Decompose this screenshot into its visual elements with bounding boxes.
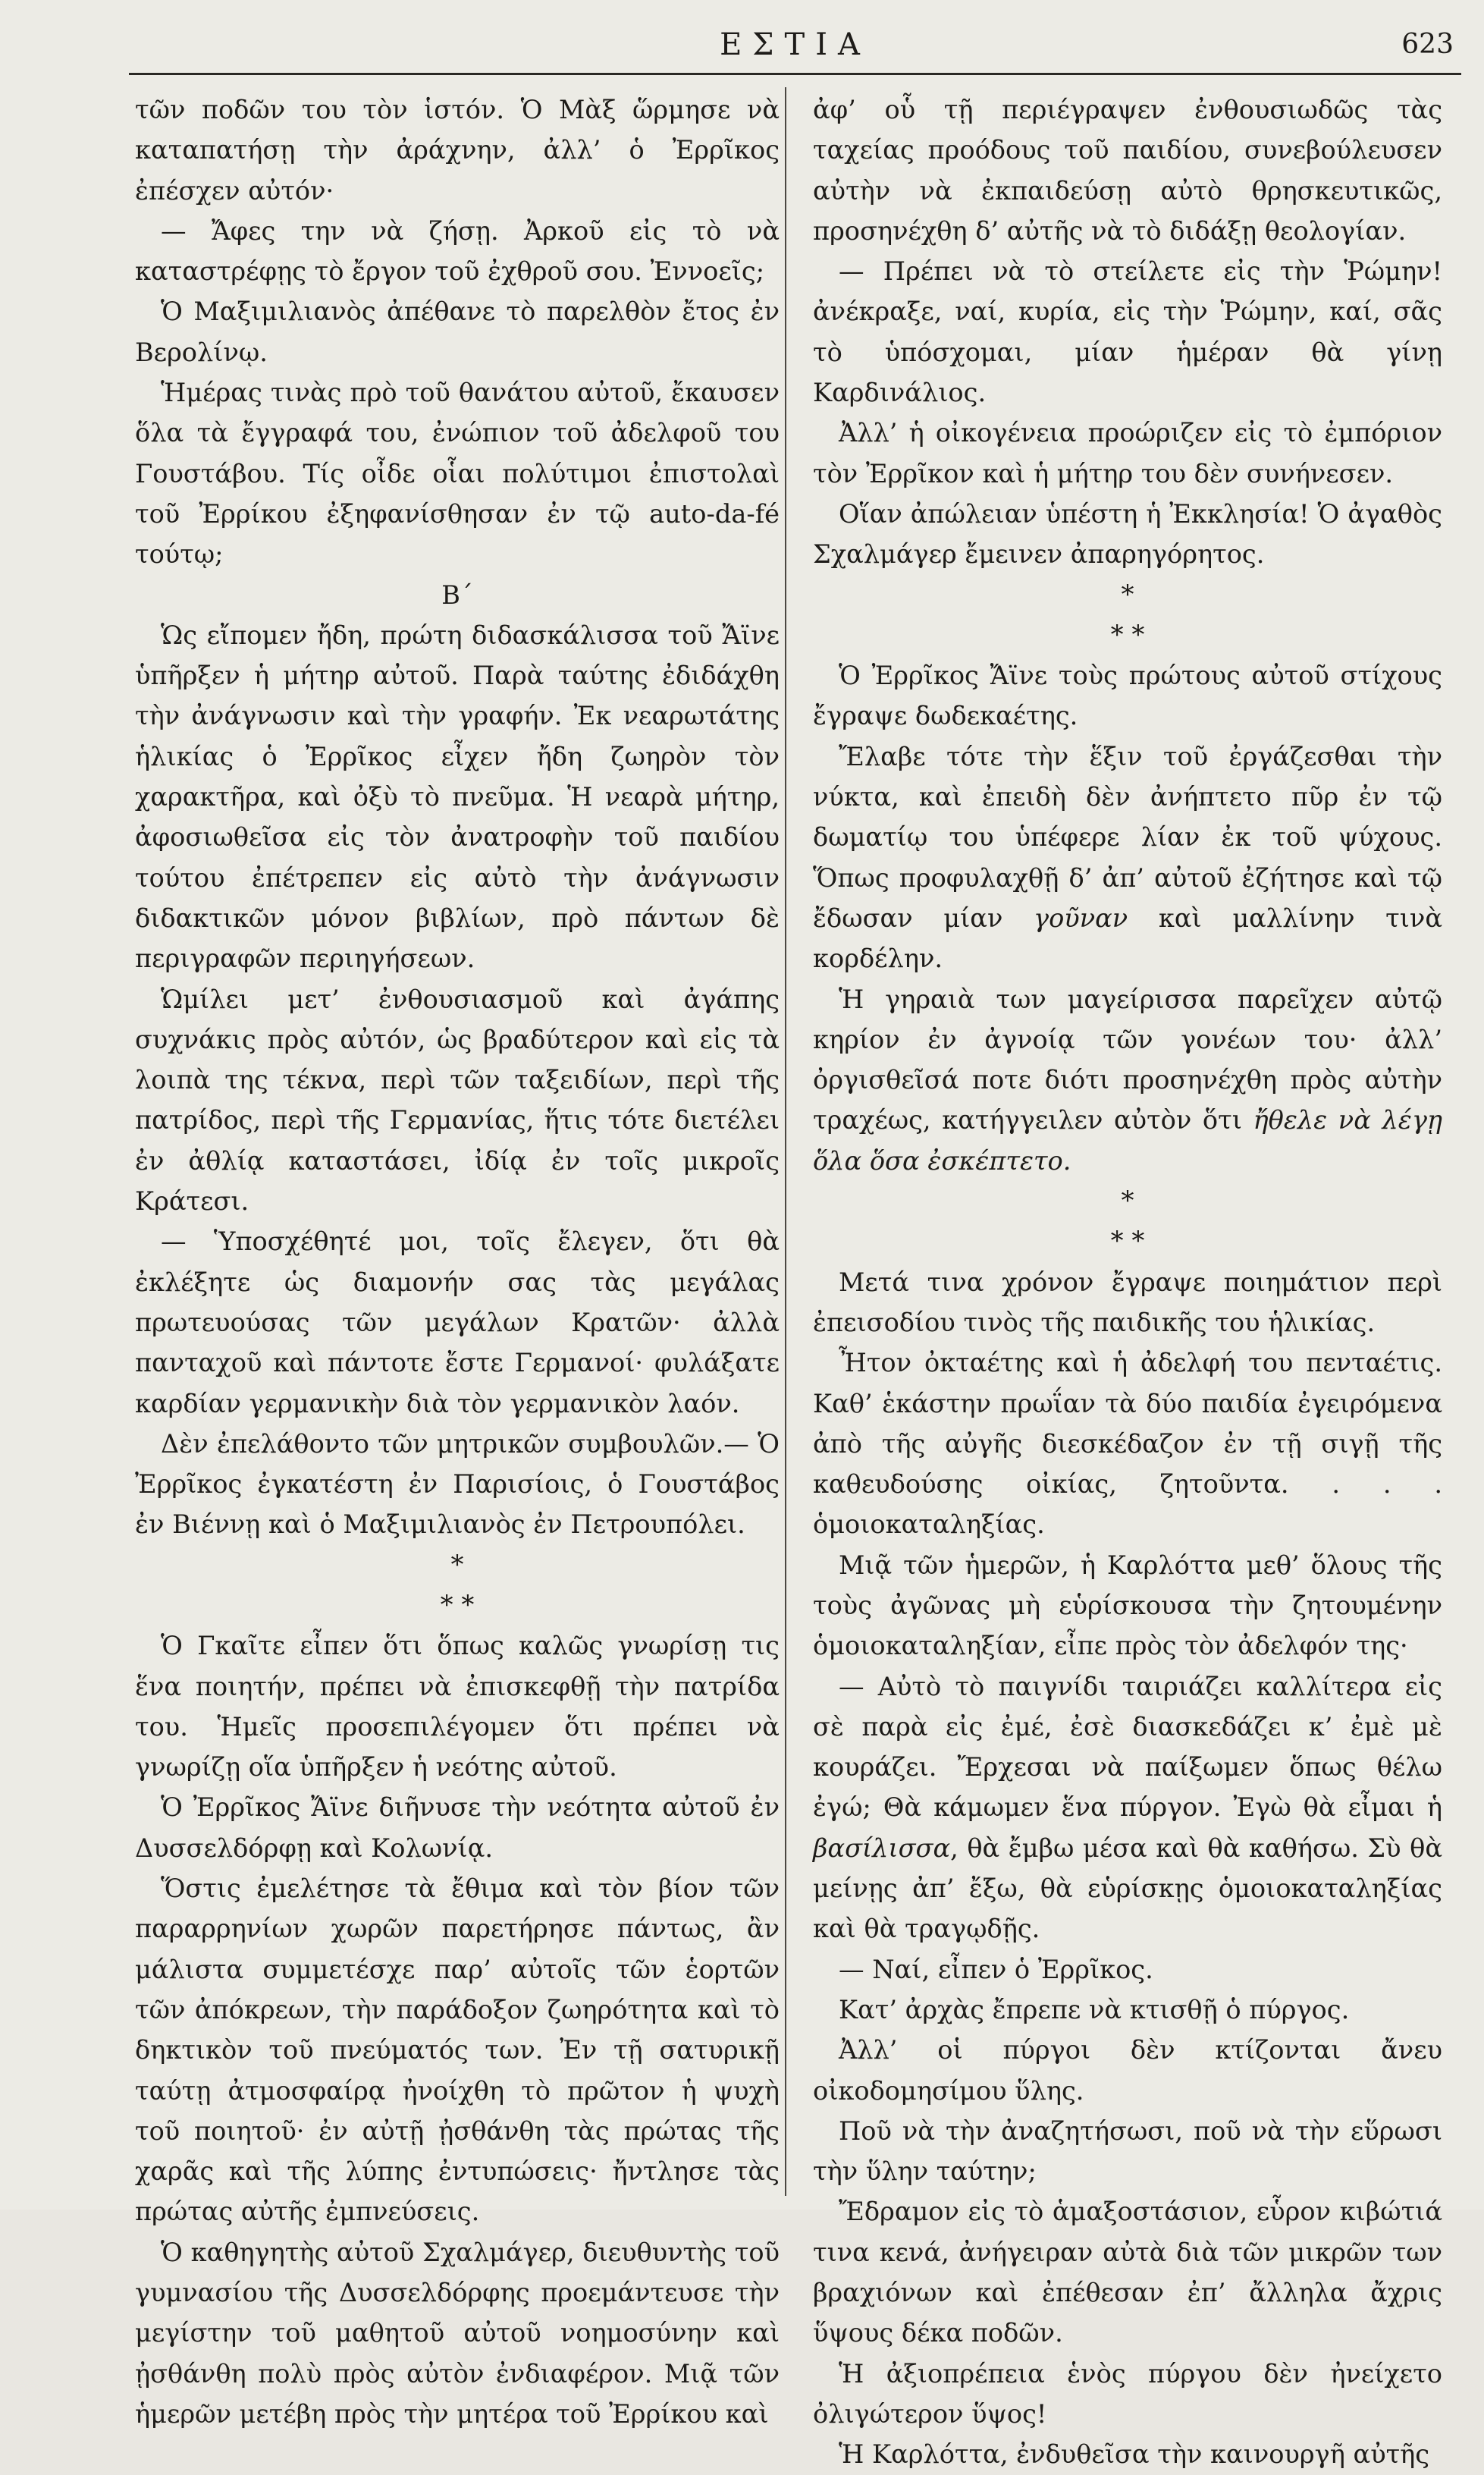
paragraph: — Ναί, εἶπεν ὁ Ἐρρῖκος. [839,1954,1153,1984]
paragraph: — Πρέπει νὰ τὸ στείλετε εἰς τὴν Ῥώμην! ἀνέκραξε, ναί, κυρία, εἰς τὴν Ῥώμην, καί, σᾶς τὸ ὑπόσχομαι, μίαν ἡμέραν θὰ γίνῃ Καρδινάλιος. [813,256,1442,408]
section-separator [813,575,1442,656]
paragraph: Οἵαν ἀπώλειαν ὑπέστη ἡ Ἐκκλησία! Ὁ ἀγαθὸς Σχαλμάγερ ἔμεινεν ἀπαρηγόρητος. [813,498,1442,570]
paragraph: Ὁ Ἐρρῖκος Ἄϊνε διῆνυσε τὴν νεότητα αὐτοῦ ἐν Δυσσελδόρφῃ καὶ Κολωνίᾳ. [135,1792,780,1863]
paragraph [813,979,1442,1181]
paragraph: Ἀλλ’ ἡ οἰκογένεια προώριζεν εἰς τὸ ἐμπόριον τὸν Ἐρρῖκον καὶ ἡ μήτηρ του δὲν συνήνεσεν. [813,418,1442,488]
paragraph: Ἡμέρας τινὰς πρὸ τοῦ θανάτου αὐτοῦ, ἔκαυσεν ὅλα τὰ ἔγγραφά του, ἐνώπιον τοῦ ἀδελφοῦ του Γουστάβου. Τίς οἶδε οἷαι πολύτιμοι ἐπιστολαὶ τοῦ Ἐρρίκου ἐξηφανίσθησαν ἐν τῷ auto-da-fé τούτῳ; [135,378,780,570]
text-run: Ἡ γηραιὰ των μαγείρισσα παρεῖχεν αὐτῷ κηρίον ἐν ἀγνοίᾳ τῶν γονέων του· ἀλλ’ ὀργισθεῖσά ποτε διότι προσηνέχθη πρὸς αὐτὴν τραχέως, κατήγγειλεν αὐτὸν ὅτι [813,984,1442,1135]
column-divider [785,87,786,2196]
paragraph: Ὁ Γκαῖτε εἶπεν ὅτι ὅπως καλῶς γνωρίσῃ τις ἕνα ποιητήν, πρέπει νὰ ἐπισκεφθῇ τὴν πατρίδα του. Ἡμεῖς προσεπιλέγομεν ὅτι πρέπει νὰ γνωρίζῃ οἵα ὑπῆρξεν ἡ νεότης αὐτοῦ. [135,1631,780,1782]
paragraph: Ὡμίλει μετ’ ἐνθουσιασμοῦ καὶ ἀγάπης συχνάκις πρὸς αὐτόν, ὡς βραδύτερον καὶ εἰς τὰ λοιπὰ της τέκνα, περὶ τῶν ταξειδίων, περὶ τῆς πατρίδος, περὶ τῆς Γερμανίας, ἥτις τότε διετέλει ἐν ἀθλίᾳ καταστάσει, ἰδίᾳ ἐν τοῖς μικροῖς Κράτεσι. [135,984,780,1217]
paragraph: Ποῦ νὰ τὴν ἀναζητήσωσι, ποῦ νὰ τὴν εὕρωσι τὴν ὕλην ταύτην; [813,2115,1442,2187]
paragraph: Μετά τινα χρόνον ἔγραψε ποιημάτιον περὶ ἐπεισοδίου τινὸς τῆς παιδικῆς του ἡλικίας. [813,1267,1442,1337]
paragraph: Ὁ καθηγητὴς αὐτοῦ Σχαλμάγερ, διευθυντὴς τοῦ γυμνασίου τῆς Δυσσελδόρφης προεμάντευσε τὴν μεγίστην τοῦ μαθητοῦ αὐτοῦ νοημοσύνην καὶ ᾐσθάνθη πολὺ πρὸς αὐτὸν ἐνδιαφέρον. Μιᾷ τῶν ἡμερῶν μετέβη πρὸς τὴν μητέρα τοῦ Ἐρρίκου καὶ [135,2237,780,2429]
section-heading: Β´ [441,579,473,610]
paragraph: — Ὑποσχέθητέ μοι, τοῖς ἔλεγεν, ὅτι θὰ ἐκλέξητε ὡς διαμονήν σας τὰς μεγάλας πρωτευούσας τῶν μεγάλων Κρατῶν· ἀλλὰ πανταχοῦ καὶ πάντοτε ἔστε Γερμανοί· φυλάξατε καρδίαν γερμανικὴν διὰ τὸν γερμανικὸν λαόν. [135,1227,780,1418]
paragraph [813,737,1442,979]
asterisk-pair: * * [1110,619,1145,650]
paragraph: Ἔδραμον εἰς τὸ ἁμαξοστάσιον, εὗρον κιβώτιά τινα κενά, ἀνήγειραν αὐτὰ διὰ τῶν μικρῶν των βραχιόνων καὶ ἐπέθεσαν ἐπ’ ἄλληλα ἄχρις ὕψους δέκα ποδῶν. [813,2197,1442,2348]
asterisk-pair: * * [440,1589,475,1620]
asterisk: * [1121,579,1134,610]
text-run: , θὰ ἔμβω μέσα καὶ θὰ καθήσω. Σὺ θὰ μείνῃς ἀπ’ ἔξω, θὰ εὑρίσκῃς ὁμοιοκαταληξίας καὶ θὰ τραγῳδῇς. [813,1833,1442,1944]
paragraph: Ἀλλ’ οἱ πύργοι δὲν κτίζονται ἄνευ οἰκοδομησίμου ὕλης. [813,2035,1442,2106]
text-run: καὶ μαλλίνην τινὰ κορδέλην. [813,903,1442,974]
paragraph: Ὁ Μαξιμιλιανὸς ἀπέθανε τὸ παρελθὸν ἔτος ἐν Βερολίνῳ. [135,297,780,367]
asterisk: * [1121,1186,1134,1217]
section-separator [813,1181,1442,1262]
paragraph: ἀφ’ οὗ τῇ περιέγραψεν ἐνθουσιωδῶς τὰς ταχείας προόδους τοῦ παιδίου, συνεβούλευσεν αὐτὴν νὰ ἐκπαιδεύσῃ αὐτὸ θρησκευτικῶς, προσηνέχθη δ’ αὐτῆς νὰ τὸ διδάξῃ θεολογίαν. [813,95,1442,246]
paragraph: Ἡ Καρλόττα, ἐνδυθεῖσα τὴν καινουργῆ αὐτῆς [839,2439,1430,2470]
paragraph: τῶν ποδῶν του τὸν ἱστόν. Ὁ Μὰξ ὥρμησε νὰ καταπατήσῃ τὴν ἀράχνην, ἀλλ’ ὁ Ἐρρῖκος ἐπέσχεν αὐτόν· [135,95,780,206]
text-run: Ἔλαβε τότε τὴν ἕξιν τοῦ ἐργάζεσθαι τὴν νύκτα, καὶ ἐπειδὴ δὲν ἀνήπτετο πῦρ ἐν τῷ δωματίῳ του ὑπέφερε λίαν ἐκ τοῦ ψύχους. Ὅπως προφυλαχθῇ δ’ ἀπ’ αὐτοῦ ἐζήτησε καὶ τῷ ἔδωσαν μίαν [813,741,1442,933]
italic-text: γοῦναν [1034,903,1128,933]
paragraph: — Ἄφες την νὰ ζήσῃ. Ἀρκοῦ εἰς τὸ νὰ καταστρέφῃς τὸ ἔργον τοῦ ἐχθροῦ σου. Ἐννοεῖς; [135,215,780,287]
italic-text: ἤθελε νὰ λέγῃ ὅλα ὅσα ἐσκέπτετο. [813,1105,1442,1176]
paragraph: Ὅστις ἐμελέτησε τὰ ἔθιμα καὶ τὸν βίον τῶν παραρρηνίων χωρῶν παρετήρησε πάντως, ἂν μάλιστα συμμετέσχε παρ’ αὐτοῖς τῶν ἑορτῶν τῶν ἀπόκρεων, τὴν παράδοξον ζωηρότητα καὶ τὸ δηκτικὸν τοῦ πνεύματός των. Ἐν τῇ σατυρικῇ ταύτῃ ἀτμοσφαίρᾳ ἠνοίχθη τὸ πρῶτον ἡ ψυχὴ τοῦ ποιητοῦ· ἐν αὐτῇ ᾐσθάνθη τὰς πρώτας τῆς χαρᾶς καὶ τῆς λύπης ἐντυπώσεις· ἤντλησε τὰς πρώτας αὐτῆς ἐμπνεύσεις. [135,1874,780,2227]
page-number: 623 [1401,29,1454,60]
paragraph: Κατ’ ἀρχὰς ἔπρεπε νὰ κτισθῇ ὁ πύργος. [839,1994,1350,2024]
section-separator [135,1545,780,1626]
paragraph: Δὲν ἐπελάθοντο τῶν μητρικῶν συμβουλῶν.— Ὁ Ἐρρῖκος ἐγκατέστη ἐν Παρισίοις, ὁ Γουστάβος ἐν Βιέννῃ καὶ ὁ Μαξιμιλιανὸς ἐν Πετρουπόλει. [135,1428,780,1540]
journal-title: ΕΣΤΙΑ [720,27,871,62]
paragraph: Ἡ ἀξιοπρέπεια ἑνὸς πύργου δὲν ἠνείχετο ὀλιγώτερον ὕψος! [813,2358,1442,2429]
paragraph: Ὁ Ἐρρῖκος Ἄϊνε τοὺς πρώτους αὐτοῦ στίχους ἔγραψε δωδεκαέτης. [813,661,1442,731]
right-column [813,90,1442,2475]
paragraph: Μιᾷ τῶν ἡμερῶν, ἡ Καρλόττα μεθ’ ὅλους τῆς τοὺς ἀγῶνας μὴ εὑρίσκουσα τὴν ζητουμένην ὁμοιοκαταληξίαν, εἶπε πρὸς τὸν ἀδελφόν της· [813,1550,1442,1661]
paragraph: Ἦτον ὀκταέτης καὶ ἡ ἀδελφή του πενταέτις. Καθ’ ἑκάστην πρωΐαν τὰ δύο παιδία ἐγειρόμενα ἀπὸ τῆς αὐγῆς διεσκέδαζον ἐν τῇ σιγῇ τῆς καθευδούσης οἰκίας, ζητοῦντα. . . . ὁμοιοκαταληξίας. [813,1348,1442,1540]
italic-text: βασίλισσα [813,1833,951,1863]
page-header [129,20,1461,75]
paragraph [813,1666,1442,1949]
text-run: — Αὐτὸ τὸ παιγνίδι ταιριάζει καλλίτερα εἰς σὲ παρὰ εἰς ἐμέ, ἐσὲ διασκεδάζει κ’ ἐμὲ μὲ κουράζει. Ἔρχεσαι νὰ παίξωμεν ὅπως θέλω ἐγώ; Θὰ κάμωμεν ἕνα πύργον. Ἐγὼ θὰ εἶμαι ἡ [813,1671,1442,1823]
asterisk-pair: * * [1110,1226,1145,1257]
paragraph: Ὡς εἴπομεν ἤδη, πρώτη διδασκάλισσα τοῦ Ἄϊνε ὑπῆρξεν ἡ μήτηρ αὐτοῦ. Παρὰ ταύτης ἐδιδάχθη τὴν ἀνάγνωσιν καὶ τὴν γραφήν. Ἐκ νεαρωτάτης ἡλικίας ὁ Ἐρρῖκος εἶχεν ἤδη ζωηρὸν τὸν χαρακτῆρα, καὶ ὀξὺ τὸ πνεῦμα. Ἡ νεαρὰ μήτηρ, ἀφοσιωθεῖσα εἰς τὸν ἀνατροφὴν τοῦ παιδίου τούτου ἐπέτρεπεν εἰς αὐτὸ τὴν ἀνάγνωσιν διδακτικῶν μόνον βιβλίων, πρὸ πάντων δὲ περιγραφῶν περιηγήσεων. [135,620,780,974]
left-column [135,90,780,2434]
asterisk: * [450,1549,464,1580]
